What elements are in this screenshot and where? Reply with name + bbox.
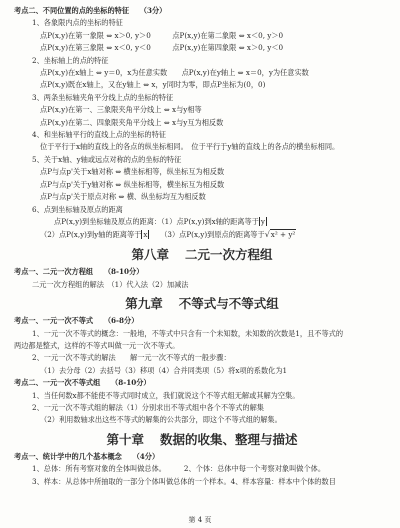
chapter-8-number: 第八章 xyxy=(131,247,169,263)
section-chapter-9 xyxy=(14,315,390,427)
text-line: 点P与点p'关于x轴对称 ⇔ 横坐标相等，纵坐标互为相反数 xyxy=(40,167,225,177)
text-line: 2、坐标轴上的点的特征 xyxy=(32,55,109,65)
sqrt-expression: x² + y² xyxy=(270,230,296,240)
page-number: 第 4 页 xyxy=(188,516,212,524)
text-line: 考点一、统计学中的几个基本概念 （4分） xyxy=(14,451,160,461)
abs-x-expression: x xyxy=(143,230,148,240)
text-line: 考点二、不同位置的点的坐标的特征 （3分） xyxy=(14,6,167,15)
text-line: 点P与点p'关于原点对称 ⇔ 横、纵坐标均互为相反数 xyxy=(40,192,206,202)
chapter-9-heading xyxy=(14,295,390,313)
section-chapter-8 xyxy=(14,266,390,291)
text-line: （2）利用数轴求出这些不等式的解集的公共部分，即这个不等式组的解集。 xyxy=(40,415,282,425)
text-line: 3、样本：从总体中所抽取的一部分个体叫做总体的一个样本。4、样本容量：样本中个体的数目 xyxy=(32,476,336,486)
text-line: （1）去分母（2）去括号（3）移项（4）合并同类项（5）将x项的系数化为1 xyxy=(40,365,288,375)
abs-y-expression: y xyxy=(260,216,265,226)
text-line: 1、当任何数x都不能使不等式同时成立，我们就说这个不等式组无解或其解为空集。 xyxy=(32,390,300,400)
distance-y-axis-text: （2）点P(x,y)到y轴的距离等于 xyxy=(40,230,142,240)
text-line: 2、一元一次不等式组的解法（1）分别求出不等式组中各个不等式的解集 xyxy=(32,402,264,412)
text-line: 点P与点p'关于y轴对称 ⇔ 纵坐标相等，横坐标互为相反数 xyxy=(40,179,225,189)
chapter-9-number: 第九章 xyxy=(125,296,163,312)
section-coordinate-features xyxy=(14,5,390,216)
sqrt-symbol: √ xyxy=(264,230,270,240)
chapter-10-number: 第十章 xyxy=(106,431,144,447)
text-line: 两边都是整式，这样的不等式叫做一元一次不等式。 xyxy=(14,340,180,350)
text-line: 考点一、二元一次方程组 （8-10分） xyxy=(14,267,144,277)
text-line: 点P(x,y)在第三象限 ⇔ x＜0, y＜0 点P(x,y)在第四象限 ⇔ x＞0, y＜0 xyxy=(40,43,284,53)
chapter-10-title: 数据的收集、整理与描述 xyxy=(160,431,298,447)
chapter-8-heading xyxy=(14,246,390,264)
text-line: 1、一元一次不等式的概念：一般地，不等式中只含有一个未知数，未知数的次数是1，且不等式的 xyxy=(32,328,344,338)
chapter-8-title: 二元一次方程组 xyxy=(185,247,273,263)
chapter-10-heading xyxy=(14,431,390,449)
text-line: 点P(x,y)在第一、三象限夹角平分线上 ⇔ x与y相等 xyxy=(40,105,202,115)
text-line: 6、点到坐标轴及原点的距离 xyxy=(32,204,123,214)
distance-origin-text: （3）点P(x,y)到原点的距离等于 xyxy=(149,230,265,240)
text-line: 二元一次方程组的解法 （1）代入法（2）加减法 xyxy=(32,279,189,289)
distance-line-y-axis xyxy=(14,228,390,242)
text-line: 考点二、一元一次不等式组 （8-10分） xyxy=(14,378,151,388)
text-line: 点P(x,y)在x轴上 ⇔ y＝0，x为任意实数 点P(x,y)在y轴上 ⇔ x＝0，y为任意实数 xyxy=(40,68,309,78)
text-line: 2、一元一次不等式的解法 解一元一次不等式的一般步骤： xyxy=(32,353,231,363)
distance-line-x-axis xyxy=(14,216,390,228)
text-line: 1、各象限内点的坐标的特征 xyxy=(32,18,123,28)
chapter-9-title: 不等式与不等式组 xyxy=(178,296,279,312)
text-line: 1、总体：所有考察对象的全体叫做总体。 2、个体：总体中每一个考察对象叫做个体。 xyxy=(32,464,326,474)
text-line: 考点一、一元一次不等式 （6-8分） xyxy=(14,316,139,326)
text-line: 位于平行于x轴的直线上的各点的纵坐标相同。 位于平行于y轴的直线上的各点的横坐标相同。 xyxy=(40,142,340,152)
text-line: 点P(x,y)在第一象限 ⇔ x＞0, y＞0 点P(x,y)在第二象限 ⇔ x＜0, y＞0 xyxy=(40,30,284,40)
text-line: 4、和坐标轴平行的直线上点的坐标的特征 xyxy=(32,130,166,140)
text-line: 5、关于x轴、y轴或远点对称的点的坐标的特征 xyxy=(32,154,182,164)
distance-x-axis-text: 点P(x,y)到坐标轴及原点的距离：（1）点P(x,y)到x轴的距离等于 xyxy=(54,216,259,226)
text-line: 点P(x,y)既在x轴上，又在y轴上 ⇔ x，y同时为零，即点P坐标为(0，0) xyxy=(40,80,266,90)
section-chapter-10 xyxy=(14,451,390,488)
text-line: 3、两条坐标轴夹角平分线上点的坐标的特征 xyxy=(32,92,174,102)
text-line: 点P(x,y)在第二、四象限夹角平分线上 ⇔ x与y互为相反数 xyxy=(40,117,224,127)
